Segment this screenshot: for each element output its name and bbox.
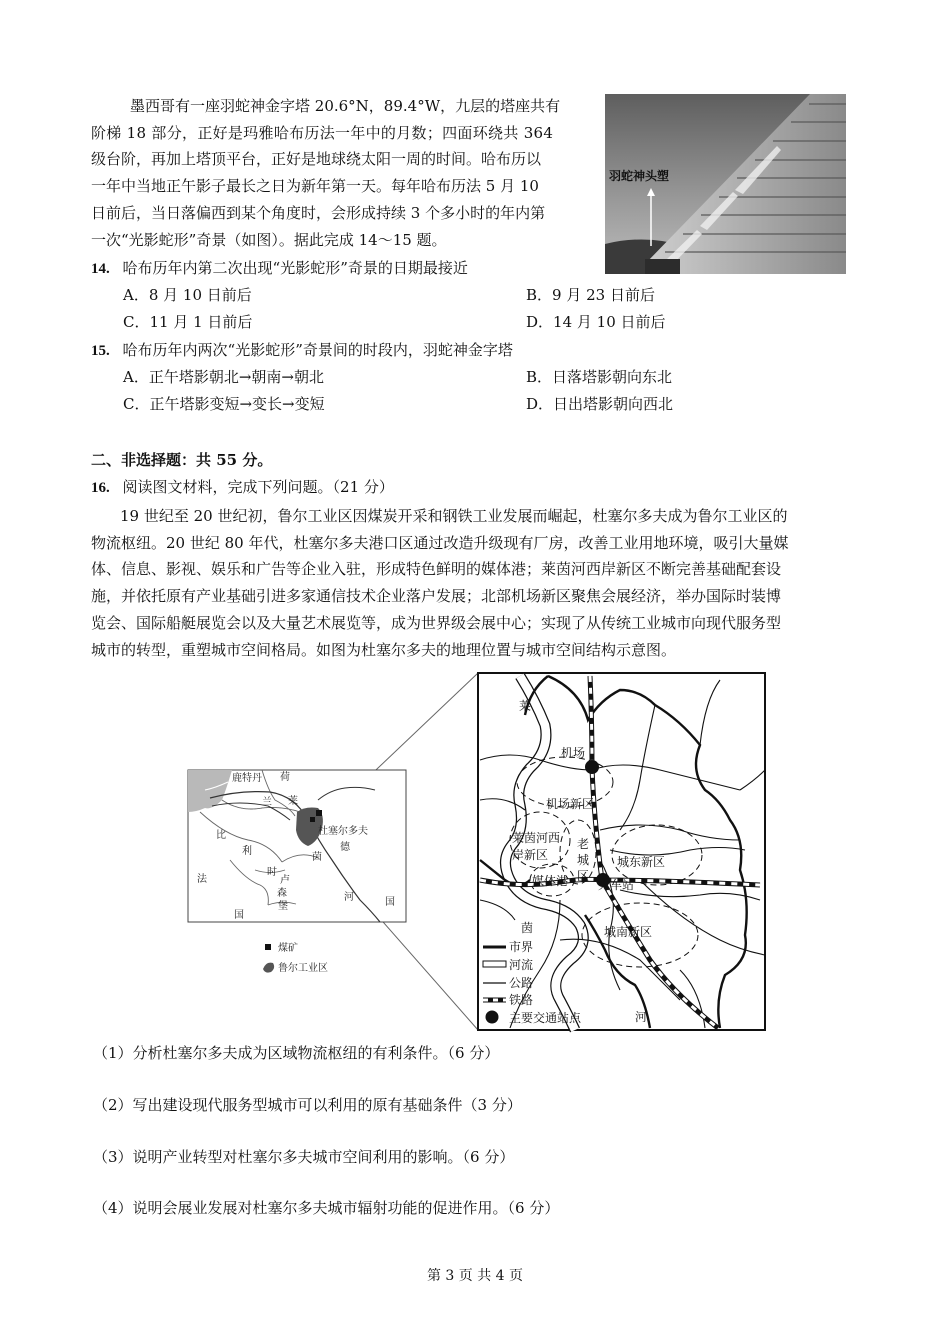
page-footer: 第 3 页 共 4 页 [426, 1268, 524, 1284]
legend-station: 主要交通站点 [509, 1011, 582, 1025]
label-lai: 莱 [288, 796, 298, 807]
legend-ruhr-marker [263, 963, 274, 973]
q14-option-a[interactable]: A．8 月 10 日前后 [123, 286, 252, 304]
map-label-south-new: 城南新区 [604, 925, 653, 939]
intro-line: 墨西哥有一座羽蛇神金字塔 20.6°N，89.4°W，九层的塔座共有 [130, 97, 561, 115]
q14-option-c[interactable]: C．11 月 1 日前后 [123, 313, 253, 331]
intro-line: 级台阶，再加上塔顶平台，正好是地球绕太阳一周的时间。哈布历以 [91, 150, 542, 168]
legend-boundary: 市界 [509, 940, 534, 954]
q15-option-a[interactable]: A．正午塔影朝北→朝南→朝北 [123, 368, 324, 386]
pyramid-photo [605, 94, 846, 274]
legend-coal-marker [265, 944, 271, 950]
q16-sub-2: （2）写出建设现代服务型城市可以利用的原有基础条件（3 分） [93, 1096, 522, 1114]
q15-option-c[interactable]: C．正午塔影变短→变长→变短 [123, 395, 325, 413]
legend-road: 公路 [509, 976, 534, 990]
map-label-lai: 莱 [519, 699, 532, 713]
label-bao: 堡 [278, 901, 288, 912]
map-label-east-new: 城东新区 [617, 855, 666, 869]
map-label-west1: 莱茵河西 [512, 831, 561, 845]
label-guo2: 国 [385, 897, 395, 908]
map-label-airport-new: 机场新区 [546, 797, 595, 811]
q14-number: 14. [91, 261, 110, 277]
label-fa: 法 [197, 874, 207, 885]
label-dusseldorf: 杜塞尔多夫 [318, 826, 368, 837]
map-label-media: 媒体港 [532, 874, 569, 888]
q16-stem-text: 阅读图文材料，完成下列问题。（21 分） [122, 478, 394, 496]
q16-sub-3: （3）说明产业转型对杜塞尔多夫城市空间利用的影响。（6 分） [93, 1148, 515, 1166]
map-label-west2: 岸新区 [512, 848, 549, 862]
section-two-title: 二、非选择题：共 55 分。 [91, 451, 273, 469]
label-lan: 兰 [262, 797, 272, 808]
passage-line: 城市的转型，重塑城市空间格局。如图为杜塞尔多夫的地理位置与城市空间结构示意图。 [91, 641, 677, 659]
passage-line: 览会、国际船艇展览会以及大量艺术展览等，成为世界级会展中心；实现了从传统工业城市向现代服务型 [91, 614, 782, 632]
photo-label: 羽蛇神头塑 [609, 169, 670, 183]
passage-line: 物流枢纽。20 世纪 80 年代，杜塞尔多夫港口区通过改造升级现有厂房，改善工业用地环境，吸引大量媒 [91, 534, 789, 552]
passage-line: 施，并依托原有产业基础引进多家通信技术企业落户发展；北部机场新区聚焦会展经济，举办国际时装博 [91, 587, 782, 605]
intro-line: 一次“光影蛇形”奇景（如图）。据此完成 14～15 题。 [91, 231, 447, 249]
q14-stem [91, 257, 468, 280]
label-yin: 茵 [312, 852, 322, 863]
q15-stem [91, 339, 513, 362]
map-label-airport: 机场 [561, 746, 586, 760]
intro-line: 阶梯 18 部分，正好是玛雅哈布历法一年中的月数；四面环绕共 364 [91, 124, 554, 142]
label-river: 河 [344, 892, 354, 903]
location-map [188, 770, 406, 974]
q15-option-b[interactable]: B．日落塔影朝向东北 [526, 368, 673, 386]
map-label-old1: 老 [577, 837, 590, 851]
label-guo1: 国 [234, 910, 244, 921]
intro-line: 一年中当地正午影子最长之日为新年第一天。每年哈布历法 5 月 10 [91, 177, 539, 195]
q14-option-d[interactable]: D．14 月 10 日前后 [526, 313, 666, 331]
passage-line: 19 世纪至 20 世纪初，鲁尔工业区因煤炭开采和钢铁工业发展而崛起，杜塞尔多夫成为鲁尔工业区的 [120, 507, 788, 525]
map-label-station: 火车站 [598, 878, 635, 892]
q14-option-b[interactable]: B．9 月 23 日前后 [526, 286, 655, 304]
airport-station [585, 760, 599, 774]
legend-river: 河流 [509, 958, 534, 972]
legend-coal: 煤矿 [278, 943, 298, 954]
legend-rail: 铁路 [509, 993, 534, 1007]
q16-sub-1: （1）分析杜塞尔多夫成为区域物流枢纽的有利条件。（6 分） [93, 1044, 500, 1062]
label-shi: 时 [267, 867, 277, 878]
map-label-old2: 城 [577, 853, 590, 867]
q15-number: 15. [91, 343, 110, 359]
label-sen: 森 [277, 888, 287, 899]
legend-ruhr: 鲁尔工业区 [278, 963, 328, 974]
q14-stem-text: 哈布历年内第二次出现“光影蛇形”奇景的日期最接近 [122, 259, 468, 277]
map-label-yin: 茵 [521, 921, 534, 935]
label-lu: 卢 [280, 875, 290, 886]
q16-sub-4: （4）说明会展业发展对杜塞尔多夫城市辐射功能的促进作用。（6 分） [93, 1199, 560, 1217]
map-label-old3: 区 [577, 869, 590, 883]
label-li: 利 [242, 846, 252, 857]
dusseldorf-map-figure [180, 668, 770, 1033]
intro-line: 日前后，当日落偏西到某个角度时，会形成持续 3 个多小时的年内第 [91, 204, 546, 222]
q15-option-d[interactable]: D．日出塔影朝向西北 [526, 395, 674, 413]
city-structure-map [478, 673, 765, 1030]
label-bi: 比 [216, 830, 226, 841]
label-rotterdam: 鹿特丹 [232, 773, 262, 784]
q16-number: 16. [91, 480, 110, 496]
label-de: 德 [340, 842, 350, 853]
map-label-river: 河 [635, 1010, 648, 1024]
passage-line: 体、信息、影视、娱乐和广告等企业入驻，形成特色鲜明的媒体港；莱茵河西岸新区不断完善基础配套设 [91, 560, 782, 578]
q16-stem [91, 476, 394, 499]
q15-stem-text: 哈布历年内两次“光影蛇形”奇景间的时段内，羽蛇神金字塔 [122, 341, 513, 359]
label-he: 荷 [280, 772, 290, 783]
